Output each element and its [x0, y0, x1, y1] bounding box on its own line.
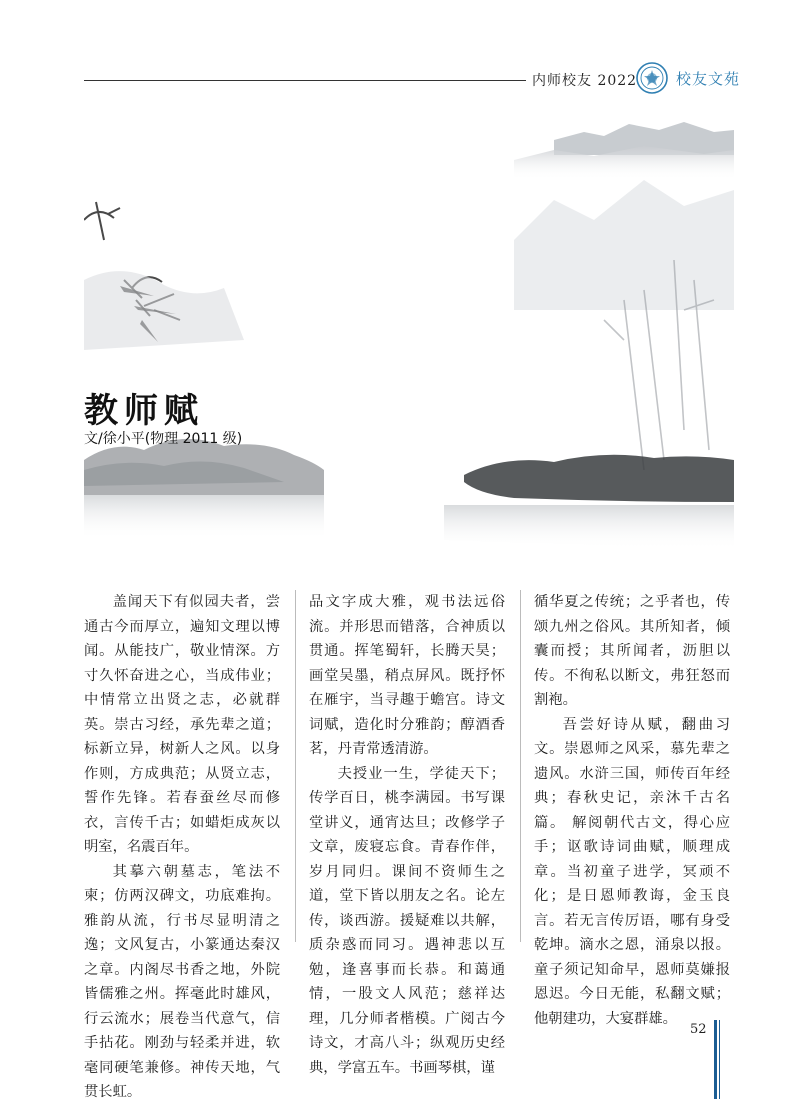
paragraph: 循华夏之传统；之乎者也，传颂九州之俗风。其所知者，倾囊而授；其所闻者，沥胆以传。不徇私以断文，弗狂怒而割袍。 [534, 594, 730, 708]
page-edge-bar [719, 1020, 720, 1099]
header-rule [84, 80, 526, 81]
article-byline: 文/徐小平(物理 2011 级) [84, 431, 243, 447]
article-title: 教师赋 [84, 391, 204, 431]
text-column-2 [309, 590, 505, 1080]
magazine-title: 内师校友 2022 [532, 73, 638, 89]
paragraph: 吾尝好诗从赋，翻曲习文。崇恩师之风采，慕先辈之遗风。水浒三国，师传百年经典；春秋史记，亲沐千古名篇。 解阅朝代古文，得心应手；讴歌诗词曲赋，顺理成章。当初童子进学，冥顽不化；是日恩师教诲，金玉良言。若无言传厉语，哪有身受乾坤。滴水之恩，涌泉以报。童子须记知命早，恩师莫嫌报恩迟。今日无能，私翻文赋；他朝建功，大宴群雄。 [534, 716, 730, 1027]
text-column-1 [84, 590, 280, 1105]
paragraph: 品文字成大雅，观书法远俗流。并形思而错落，合神质以贯通。挥笔蜀轩，长腾天昊；画堂吴墨，稍点屏风。既抒怀在雁宇，当寻趣于蟾宫。诗文词赋，造化时分雅韵；醇酒香茗，丹青常透清游。 [309, 594, 505, 757]
text-column-3 [534, 590, 730, 1031]
paragraph: 夫授业一生，学徒天下；传学百日，桃李满园。书写课堂讲义，通宵达旦；改修学子文章，废寝忘食。青春作伴，岁月同归。课间不资师生之道，堂下皆以朋友之名。论左传，谈西游。援疑难以共解，质杂惑而同习。遇神悲以互勉，逢喜事而长恭。和蔼通情，一股文人风范；慈祥达理，几分师者楷模。广阅古今诗文，才高八斗；纵观历史经典，学富五车。书画琴棋，谨 [309, 765, 505, 1076]
paragraph: 盖闻天下有似园夫者，尝通古今而厚立，遍知文理以博闻。从能技广，敬业情深。方寸久怀奋进之心，当成伟业；中情常立出贤之志，必就群英。崇古习经，承先辈之道；标新立异，树新人之风。以身作则，方成典范；从贤立志，誓作先锋。若春蚕丝尽而修衣，言传千古；如蜡炬成灰以明室，名震百年。 [84, 594, 280, 855]
page-edge-bar [714, 1020, 717, 1099]
page-number: 52 [690, 1022, 707, 1037]
ink-landscape-illustration [84, 110, 734, 580]
column-divider [520, 590, 521, 942]
school-seal-icon [636, 62, 668, 94]
paragraph: 其摹六朝墓志，笔法不柬；仿两汉碑文，功底难拘。雅韵从流，行书尽显明清之逸；文风复古，小篆通达秦汉之章。内阁尽书香之地，外院皆儒雅之州。挥毫此时雄风，行云流水；展卷当代意气，信手拈花。刚劲与轻柔并进，软毫同硬笔兼修。神传天地，气贯长虹。 [84, 863, 280, 1100]
column-divider [295, 590, 296, 942]
section-label: 校友文苑 [676, 70, 741, 88]
